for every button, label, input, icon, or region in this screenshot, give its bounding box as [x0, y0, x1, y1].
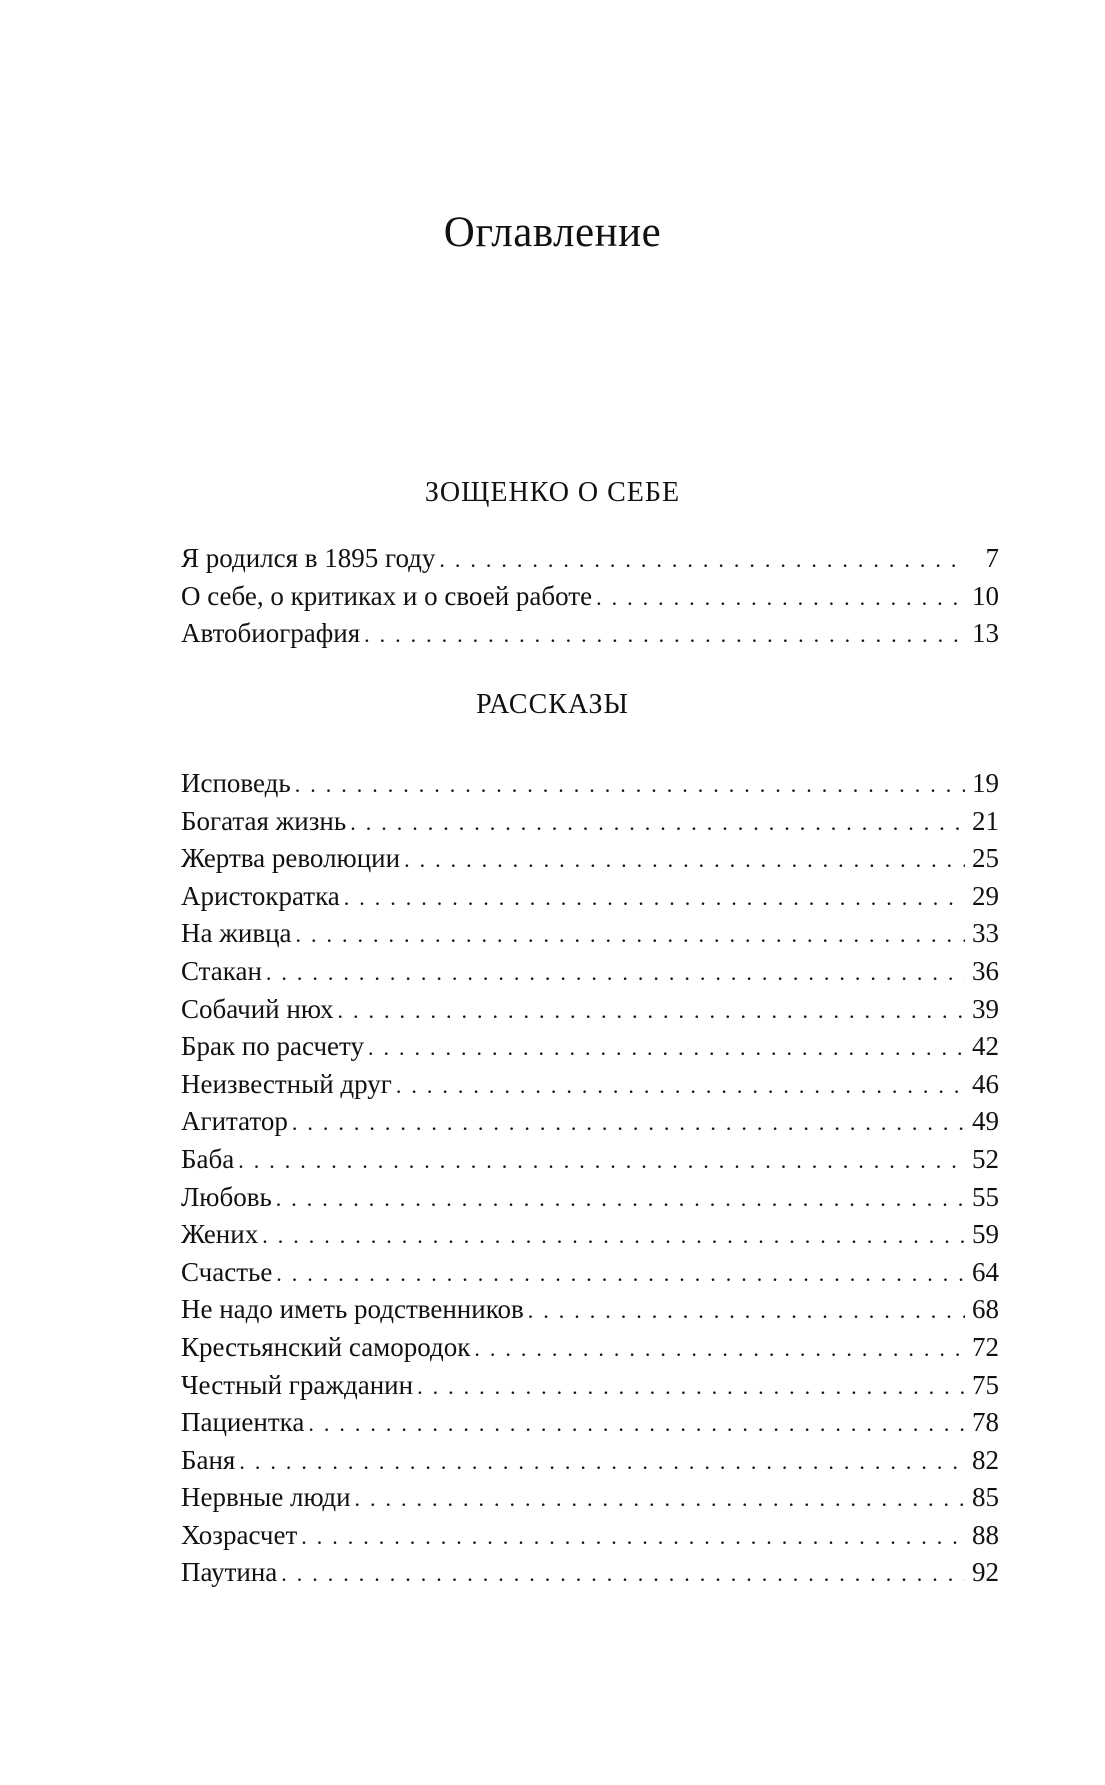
toc-entry[interactable] [181, 953, 999, 991]
toc-entry-page-number: 7 [985, 543, 999, 573]
toc-entry-title: Я родился в 1895 году [181, 543, 436, 573]
toc-entry[interactable] [181, 1367, 999, 1405]
dot-leader [337, 992, 965, 1030]
toc-entry-title: Аристократка [181, 880, 340, 911]
toc-entry[interactable] [181, 1179, 999, 1217]
toc-entry-page-number: 78 [972, 1407, 999, 1438]
dot-leader [417, 1368, 965, 1406]
dot-leader [281, 1555, 965, 1593]
toc-entry-page-number: 21 [972, 805, 999, 836]
dot-leader [355, 1480, 965, 1518]
toc-entry[interactable] [181, 1216, 999, 1254]
toc-entry-title: Любовь [181, 1181, 272, 1212]
toc-entry-page-number: 10 [972, 580, 999, 611]
toc-entry-page-number: 39 [972, 993, 999, 1024]
toc-entry-title: Автобиография [181, 618, 361, 649]
toc-entry-page-number: 88 [972, 1519, 999, 1550]
toc-entry-page-number: 29 [972, 880, 999, 911]
toc-entry[interactable] [181, 1028, 999, 1066]
toc-entry-title: Агитатор [181, 1106, 288, 1137]
dot-leader [262, 1217, 965, 1255]
toc-entry-page-number: 46 [972, 1068, 999, 1099]
dot-leader [404, 841, 965, 879]
dot-leader [596, 579, 965, 617]
toc-entry[interactable] [181, 915, 999, 953]
section-heading-zoshchenko-o-sebe: ЗОЩЕНКО О СЕБЕ [424, 477, 681, 508]
dot-leader [296, 916, 965, 954]
toc-entry-title: О себе, о критиках и о своей работе [181, 580, 593, 611]
toc-entry-page-number: 13 [972, 618, 999, 649]
toc-entry-page-number: 64 [972, 1256, 999, 1287]
section-heading-rasskazy: РАССКАЗЫ [476, 689, 629, 720]
section-entries-rasskazy [181, 765, 999, 1592]
toc-entry-title: Жених [181, 1219, 259, 1250]
toc-entry-title: Брак по расчету [181, 1031, 364, 1062]
dot-leader [301, 1518, 965, 1556]
toc-entry-page-number: 59 [972, 1219, 999, 1250]
toc-entry-page-number: 36 [972, 955, 999, 986]
toc-entry-title: Честный гражданин [181, 1369, 414, 1400]
toc-entry-title: На живца [181, 918, 292, 949]
toc-entry[interactable] [181, 840, 999, 878]
toc-entry[interactable] [181, 878, 999, 916]
dot-leader [308, 1405, 965, 1443]
toc-entry-page-number: 55 [972, 1181, 999, 1212]
dot-leader [368, 1029, 965, 1067]
toc-entry-page-number: 92 [972, 1557, 999, 1588]
toc-entry[interactable] [181, 540, 999, 578]
toc-entry[interactable] [181, 1404, 999, 1442]
toc-entry[interactable] [181, 803, 999, 841]
toc-entry-title: Баба [181, 1143, 235, 1174]
dot-leader [276, 1255, 965, 1293]
dot-leader [344, 879, 965, 917]
toc-entry[interactable] [181, 1103, 999, 1141]
dot-leader [396, 1067, 965, 1105]
dot-leader [292, 1104, 965, 1142]
toc-entry-title: Исповедь [181, 768, 291, 798]
dot-leader [266, 954, 965, 992]
dot-leader [528, 1292, 965, 1330]
toc-entry[interactable] [181, 1554, 999, 1592]
toc-entry[interactable] [181, 765, 999, 803]
toc-entry-title: Жертва революции [181, 843, 401, 874]
toc-entry[interactable] [181, 1442, 999, 1480]
toc-entry-title: Стакан [181, 955, 262, 986]
toc-entry-title: Крестьянский самородок [181, 1331, 471, 1362]
section-entries-zoshchenko-o-sebe [181, 540, 999, 653]
toc-entry-page-number: 33 [972, 918, 999, 949]
toc-entry-title: Пациентка [181, 1407, 305, 1438]
page-title: Оглавление [443, 209, 662, 256]
toc-entry-title: Нервные люди [181, 1482, 351, 1513]
toc-entry-page-number: 42 [972, 1031, 999, 1062]
toc-entry-page-number: 52 [972, 1143, 999, 1174]
toc-entry-title: Хозрасчет [181, 1519, 298, 1550]
dot-leader [364, 616, 965, 654]
toc-entry-page-number: 75 [972, 1369, 999, 1400]
toc-entry[interactable] [181, 1291, 999, 1329]
toc-entry-page-number: 85 [972, 1482, 999, 1513]
dot-leader [239, 1443, 965, 1481]
toc-entry-title: Не надо иметь родственников [181, 1294, 524, 1325]
toc-entry[interactable] [181, 615, 999, 653]
toc-entry[interactable] [181, 1066, 999, 1104]
toc-entry[interactable] [181, 991, 999, 1029]
toc-entry-title: Собачий нюх [181, 993, 334, 1024]
toc-entry-page-number: 49 [972, 1106, 999, 1137]
toc-entry[interactable] [181, 1479, 999, 1517]
toc-entry[interactable] [181, 1329, 999, 1367]
toc-entry-page-number: 25 [972, 843, 999, 874]
dot-leader [439, 541, 965, 579]
toc-entry[interactable] [181, 1517, 999, 1555]
dot-leader [295, 766, 965, 804]
toc-entry-title: Баня [181, 1444, 236, 1475]
toc-entry-title: Неизвестный друг [181, 1068, 392, 1099]
toc-entry-title: Богатая жизнь [181, 805, 347, 836]
toc-entry-page-number: 72 [972, 1331, 999, 1362]
toc-entry[interactable] [181, 578, 999, 616]
dot-leader [350, 804, 965, 842]
toc-entry-title: Счастье [181, 1256, 273, 1287]
dot-leader [276, 1180, 965, 1218]
dot-leader [474, 1330, 965, 1368]
toc-entry-page-number: 82 [972, 1444, 999, 1475]
dot-leader [238, 1142, 965, 1180]
toc-entry-page-number: 19 [972, 768, 999, 798]
toc-entry-page-number: 68 [972, 1294, 999, 1325]
toc-entry[interactable] [181, 1141, 999, 1179]
toc-entry[interactable] [181, 1254, 999, 1292]
toc-entry-title: Паутина [181, 1557, 278, 1588]
